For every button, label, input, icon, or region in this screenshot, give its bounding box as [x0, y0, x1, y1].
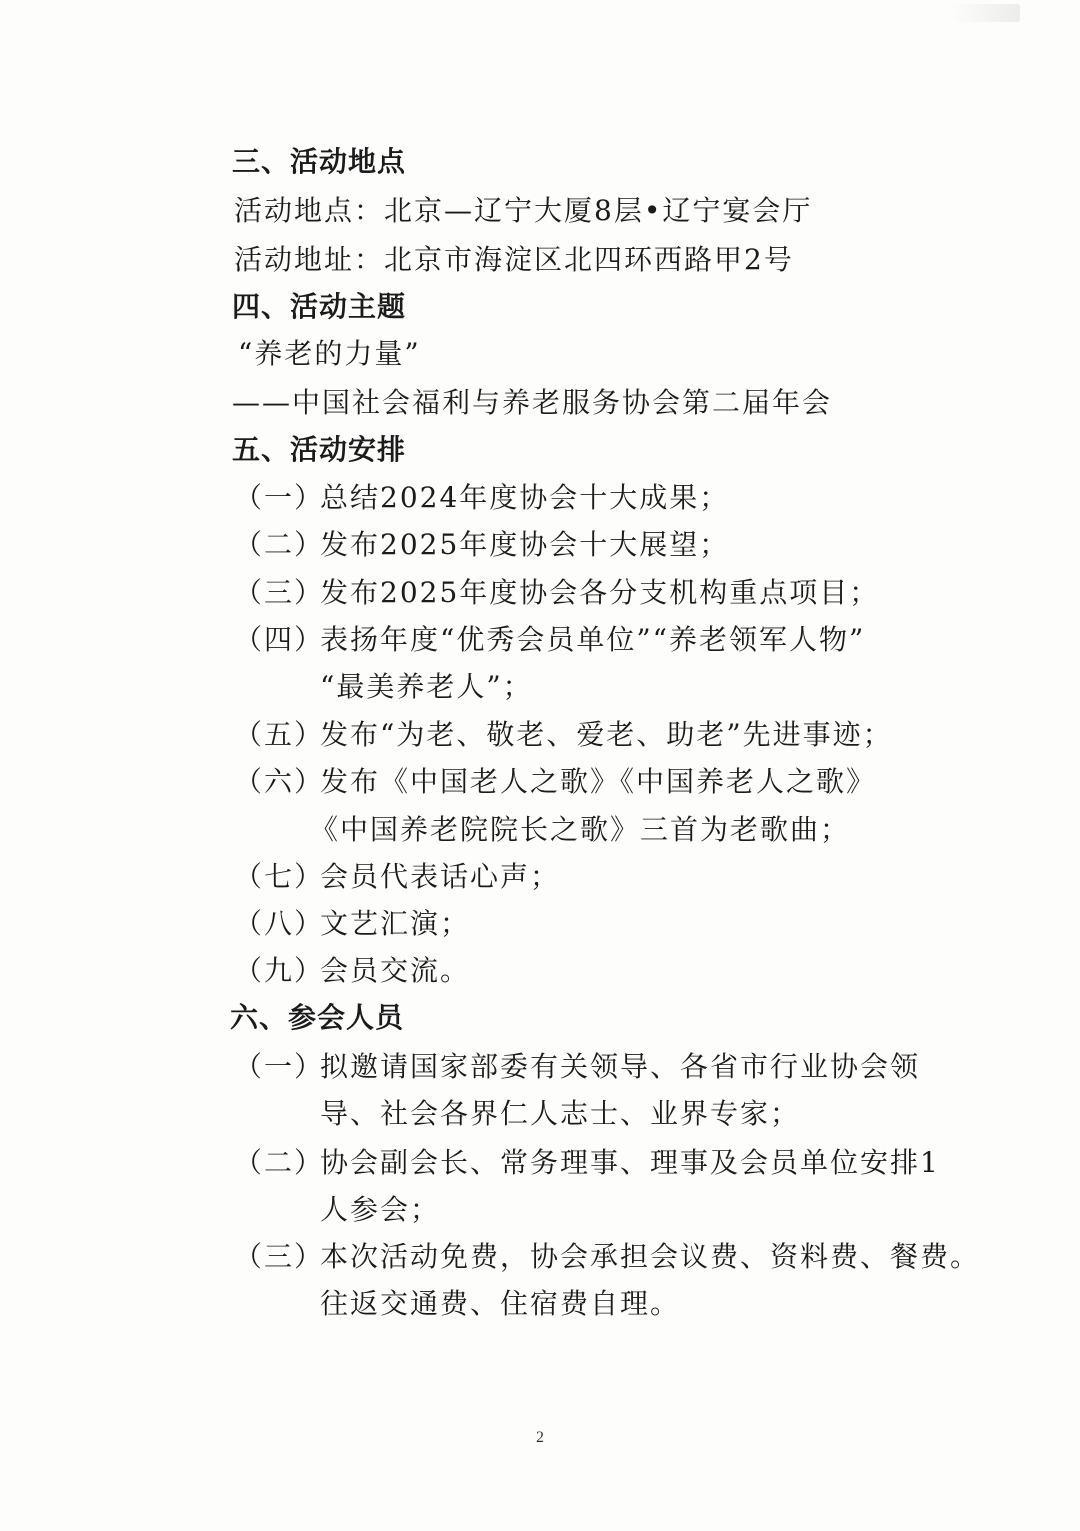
- schedule-item: [234, 904, 470, 944]
- item-text: 发布2025年度协会十大展望；: [320, 528, 730, 561]
- schedule-item: [234, 525, 729, 565]
- item-text: 表扬年度“优秀会员单位”“养老领军人物”: [320, 623, 866, 656]
- item-number: （二）: [234, 1146, 325, 1179]
- schedule-item: [234, 715, 893, 755]
- venue-line: 活动地点：北京—辽宁大厦8层•辽宁宴会厅: [234, 194, 813, 227]
- section-heading-schedule: 五、活动安排: [232, 433, 407, 466]
- theme-subtitle: ——中国社会福利与养老服务协会第二届年会: [232, 386, 833, 419]
- attendee-item: [234, 1237, 980, 1277]
- schedule-item: [234, 762, 876, 802]
- schedule-item-continuation: “最美养老人”；: [320, 670, 533, 703]
- item-number: （三）: [234, 576, 325, 609]
- item-text: 文艺汇演；: [320, 907, 471, 940]
- item-text: 协会副会长、常务理事、理事及会员单位安排1: [320, 1146, 940, 1179]
- section-heading-attendees: 六、参会人员: [230, 1001, 405, 1034]
- item-text: 本次活动免费，协会承担会议费、资料费、餐费。: [320, 1240, 981, 1273]
- item-text: 总结2024年度协会十大成果；: [320, 481, 730, 514]
- item-text: 发布2025年度协会各分支机构重点项目；: [320, 576, 880, 609]
- schedule-item-continuation: 《中国养老院院长之歌》三首为老歌曲；: [310, 813, 851, 846]
- schedule-item: [234, 857, 560, 897]
- item-text: 会员交流。: [320, 954, 471, 987]
- item-number: （九）: [234, 954, 325, 987]
- item-number: （三）: [234, 1240, 325, 1273]
- attendee-item-continuation: 导、社会各界仁人志士、业界专家；: [320, 1097, 801, 1130]
- item-text: 发布《中国老人之歌》《中国养老人之歌》: [320, 765, 877, 798]
- section-heading-venue: 三、活动地点: [232, 145, 407, 178]
- item-number: （四）: [234, 623, 325, 656]
- attendee-item-continuation: 往返交通费、住宿费自理。: [320, 1287, 681, 1320]
- schedule-item: [234, 573, 879, 613]
- item-number: （五）: [234, 718, 325, 751]
- attendee-item-continuation: 人参会；: [320, 1193, 441, 1226]
- item-number: （二）: [234, 528, 325, 561]
- schedule-item: [234, 951, 470, 991]
- schedule-item: [234, 478, 729, 518]
- item-number: （一）: [234, 1050, 325, 1083]
- item-text: 会员代表话心声；: [320, 860, 561, 893]
- attendee-item: [234, 1143, 940, 1183]
- section-heading-theme: 四、活动主题: [232, 290, 407, 323]
- address-line: 活动地址：北京市海淀区北四环西路甲2号: [234, 243, 794, 276]
- attendee-item: [234, 1047, 920, 1087]
- item-text: 拟邀请国家部委有关领导、各省市行业协会领: [320, 1050, 921, 1083]
- theme-title: “养老的力量”: [238, 337, 421, 370]
- item-number: （八）: [234, 907, 325, 940]
- schedule-item: [234, 620, 865, 660]
- page-number: 2: [536, 1429, 544, 1446]
- item-number: （七）: [234, 860, 325, 893]
- item-text: 发布“为老、敬老、爱老、助老”先进事迹；: [320, 718, 893, 751]
- scan-mark: [950, 4, 1020, 22]
- item-number: （六）: [234, 765, 325, 798]
- item-number: （一）: [234, 481, 325, 514]
